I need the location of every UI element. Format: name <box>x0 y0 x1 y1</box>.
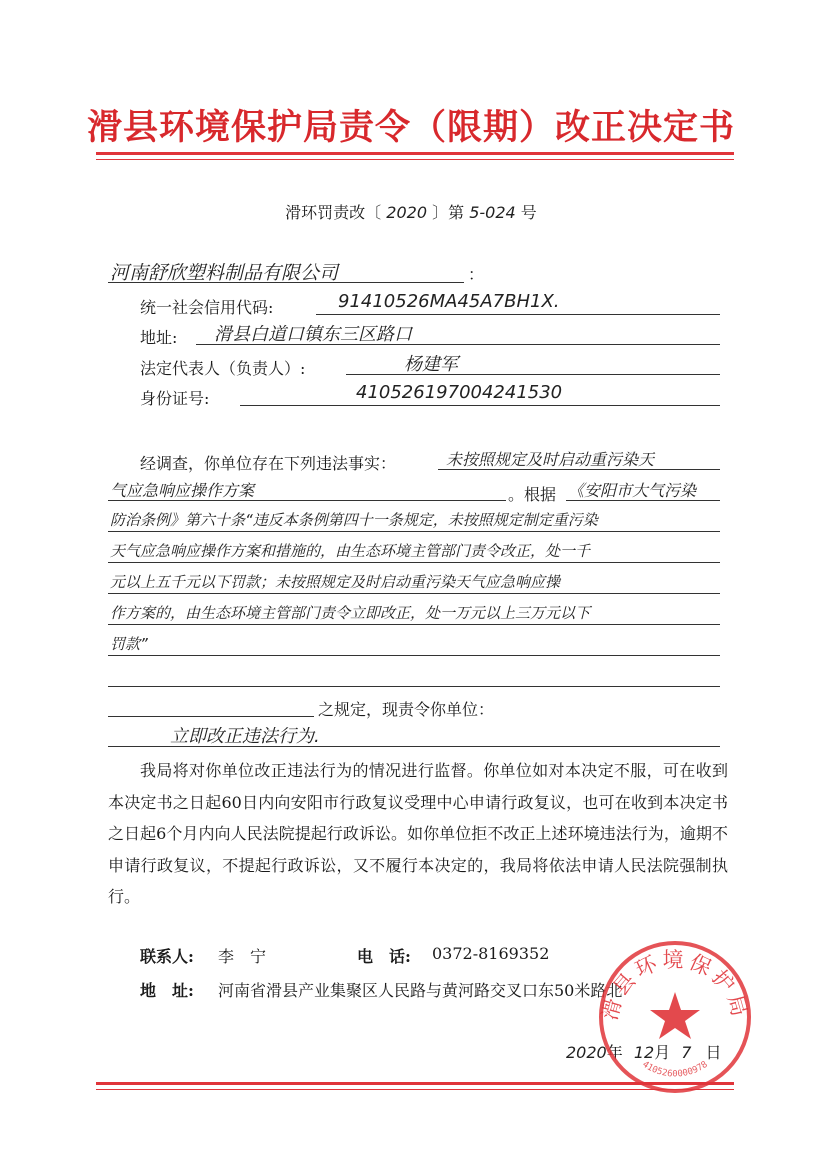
legal-rep-value: 杨建军 <box>404 354 458 375</box>
title-rule-thick <box>96 152 734 155</box>
law-line-1: 《安阳市大气污染 <box>568 481 697 500</box>
contact-person-label: 联系人: <box>140 947 194 966</box>
doc-serial: 5-024 <box>469 203 516 222</box>
fact-line-1: 未按照规定及时启动重污染天 <box>446 450 655 469</box>
contact-phone: 0372-8169352 <box>432 944 550 963</box>
doc-year: 2020 <box>386 203 427 222</box>
contact-address: 河南省滑县产业集聚区人民路与黄河路交叉口东50米路北 <box>218 981 623 1000</box>
title-rule-thin <box>96 159 734 160</box>
id-number-value: 410526197004241530 <box>356 382 563 403</box>
according-label: 。根据 <box>508 485 557 504</box>
order-text: 立即改正违法行为. <box>170 726 320 747</box>
law-line-5: 作方案的，由生态环境主管部门责令立即改正，处一万元以上三万元以下 <box>110 604 591 622</box>
legal-rep-label: 法定代表人（负责人）: <box>140 359 306 378</box>
official-seal <box>595 937 755 1097</box>
address-line <box>196 344 720 345</box>
star-icon <box>650 992 700 1039</box>
company-line <box>108 282 464 283</box>
credit-code-line <box>316 314 720 315</box>
notice-paragraph: 我局将对你单位改正违法行为的情况进行监督。你单位如对本决定不服，可在收到本决定书之日起60日内向安阳市行政复议受理中心申请行政复议，也可在收到本决定书之日起6个月内向人民法院提起行政诉讼。如你单位拒不改正上述环境违法行为，逾期不申请行政复议，不提起行政诉讼，又不履行本决定的，我局将依法申请人民法院强制执行。 <box>108 761 728 906</box>
law-line-4: 元以上五千元以下罚款；未按照规定及时启动重污染天气应急响应操 <box>110 573 561 591</box>
company-colon: ： <box>468 265 485 284</box>
credit-code-value: 91410526MA45A7BH1X. <box>338 291 560 312</box>
investigation-intro: 经调查，你单位存在下列违法事实： <box>140 454 397 473</box>
footer-rule-thick <box>96 1082 734 1085</box>
provisions-text: 之规定，现责令你单位： <box>318 700 495 719</box>
issue-date: 2020年 12月 7 日 <box>566 1043 722 1062</box>
address-label: 地址: <box>140 328 178 347</box>
seal-code: 4105260000978 <box>640 1059 710 1080</box>
id-number-label: 身份证号: <box>140 389 210 408</box>
fact-line-2: 气应急响应操作方案 <box>110 481 255 500</box>
contact-person: 李 宁 <box>218 947 267 966</box>
document-number: 滑环罚责改〔 2020 〕第 5-024 号 <box>285 203 537 222</box>
id-number-line <box>240 405 720 406</box>
law-line-6: 罚款” <box>110 635 148 653</box>
contact-phone-label: 电 话: <box>357 947 411 966</box>
footer-rule-thin <box>96 1089 734 1090</box>
law-line-3: 天气应急响应操作方案和措施的，由生态环境主管部门责令改正，处一千 <box>110 542 591 560</box>
document-title: 滑县环境保护局责令（限期）改正决定书 <box>86 107 735 148</box>
contact-address-label: 地 址: <box>140 981 194 1000</box>
legal-rep-line <box>346 374 720 375</box>
seal-text: 滑县环境保护局 <box>597 948 753 1023</box>
law-line-2: 防治条例》第六十条“违反本条例第四十一条规定，未按照规定制定重污染 <box>110 511 598 529</box>
company-name: 河南舒欣塑料制品有限公司 <box>110 262 339 284</box>
address-value: 滑县白道口镇东三区路口 <box>214 324 412 345</box>
credit-code-label: 统一社会信用代码: <box>140 298 274 317</box>
